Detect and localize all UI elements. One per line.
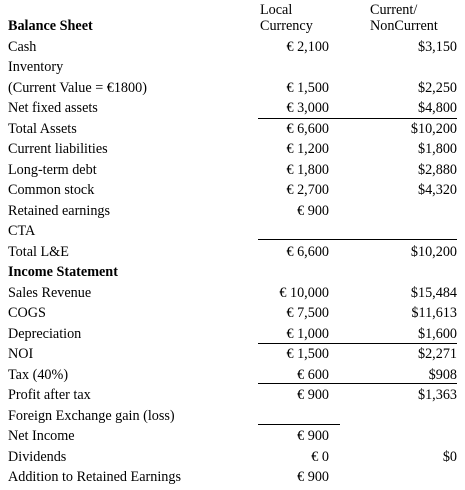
current-noncurrent-value: $11,613 [411,305,457,321]
statement-row [0,283,465,303]
row-label: (Current Value = €1800) [8,79,147,96]
statement-row [0,201,465,221]
local-currency-value: € 7,500 [286,305,329,321]
current-noncurrent-value: $0 [442,448,457,465]
row-label: Long-term debt [8,161,97,178]
row-label: Cash [8,38,37,55]
local-currency-value: € 600 [297,366,329,383]
statement-row [0,344,465,364]
current-noncurrent-value: $2,271 [417,346,457,362]
local-currency-value: € 6,600 [286,120,329,137]
current-noncurrent-header-line1: Current/ [370,2,418,18]
statement-row [0,57,465,77]
section-heading: Balance Sheet [8,18,93,34]
row-label: COGS [8,305,46,321]
local-currency-value: € 1,000 [286,325,329,342]
statement-row [0,426,465,446]
section-heading: Income Statement [8,264,118,280]
row-label: Sales Revenue [8,284,92,301]
row-label: CTA [8,223,36,239]
current-noncurrent-value: $2,250 [417,79,457,96]
statement-row [0,180,465,200]
row-label: Common stock [8,182,95,198]
local-currency-value: € 1,800 [286,161,329,178]
local-currency-value: € 1,500 [286,346,329,362]
local-currency-header-line2: Currency [260,18,313,34]
current-noncurrent-value: $1,363 [417,387,457,403]
statement-row [0,242,465,262]
local-currency-value: € 900 [297,469,329,485]
row-label: Foreign Exchange gain (loss) [8,407,175,424]
current-noncurrent-value: $1,800 [417,141,457,157]
statement-row [0,303,465,323]
local-currency-value: € 2,700 [286,182,329,198]
statement-row [0,139,465,159]
statement-row [0,406,465,426]
local-currency-value: € 1,500 [286,79,329,96]
current-noncurrent-value: $15,484 [410,284,457,301]
statement-row [0,365,465,385]
local-currency-value: € 3,000 [286,100,329,116]
underline-rule [258,424,340,425]
current-noncurrent-value: $4,800 [417,100,457,116]
local-currency-value: € 10,000 [279,284,329,301]
local-currency-header-line1: Local [260,2,293,18]
current-noncurrent-value: $10,200 [410,120,457,137]
local-currency-value: € 2,100 [286,38,329,55]
row-label: Addition to Retained Earnings [8,469,181,485]
underline-rule [258,343,457,344]
current-noncurrent-value: $2,880 [417,161,457,178]
row-label: Total Assets [8,120,77,137]
row-label: Net Income [8,428,75,444]
local-currency-value: € 900 [297,428,329,444]
underline-rule [258,118,457,119]
statement-row [0,98,465,118]
current-noncurrent-header-line2: NonCurrent [370,18,438,34]
statement-row [0,324,465,344]
row-label: Tax (40%) [8,366,69,383]
current-noncurrent-value: $4,320 [417,182,457,198]
statement-row [0,221,465,241]
statement-row [0,467,465,487]
row-label: Profit after tax [8,387,91,403]
statement-row [0,447,465,467]
row-label: Inventory [8,59,64,75]
local-currency-value: € 900 [297,202,329,219]
row-label: NOI [8,346,34,362]
statement-row [0,385,465,405]
statement-row [0,119,465,139]
underline-rule [258,383,457,384]
row-label: Retained earnings [8,202,111,219]
row-label: Net fixed assets [8,100,98,116]
row-label: Depreciation [8,325,82,342]
current-noncurrent-value: $10,200 [410,243,457,260]
local-currency-value: € 900 [297,387,329,403]
current-noncurrent-value: $908 [428,366,457,383]
row-label: Current liabilities [8,141,108,157]
row-label: Total L&E [8,243,69,260]
underline-rule [258,239,457,240]
current-noncurrent-value: $1,600 [417,325,457,342]
current-noncurrent-value: $3,150 [417,38,457,55]
local-currency-value: € 0 [311,448,329,465]
statement-row [0,78,465,98]
statement-row [0,37,465,57]
statement-row [0,160,465,180]
local-currency-value: € 6,600 [286,243,329,260]
local-currency-value: € 1,200 [286,141,329,157]
statement-row [0,16,465,36]
row-label: Dividends [8,448,67,465]
statement-row [0,262,465,282]
